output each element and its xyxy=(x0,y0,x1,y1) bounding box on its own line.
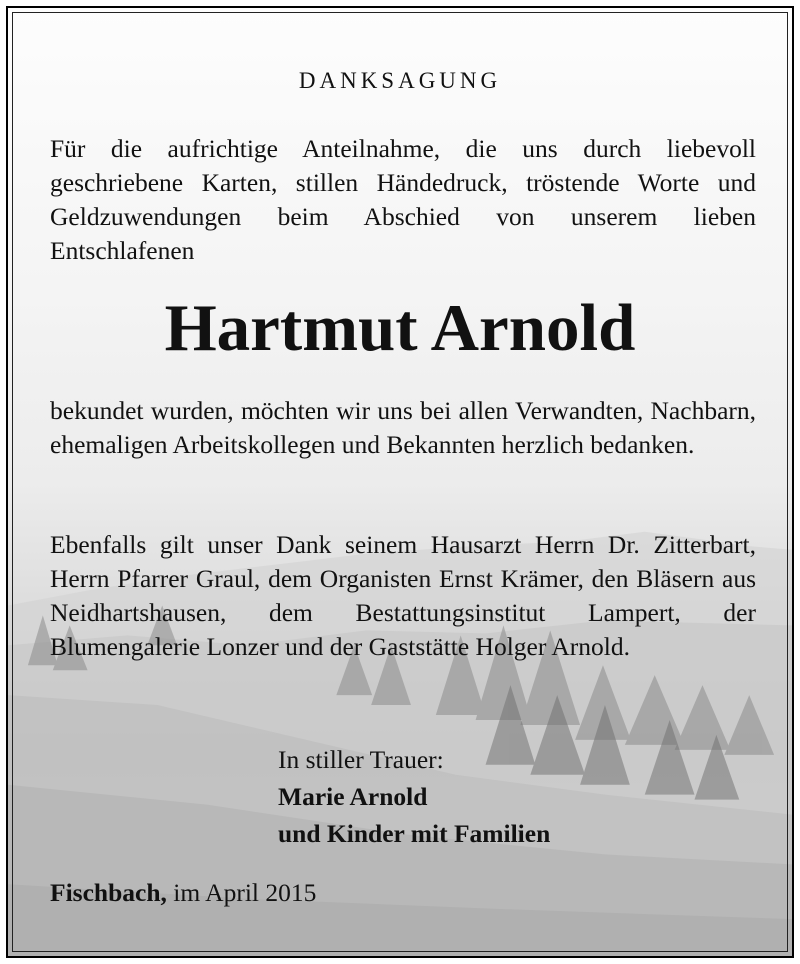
signatory-name: Marie Arnold xyxy=(278,782,428,811)
notice-frame xyxy=(6,6,794,958)
thanks-paragraph: bekundet wurden, möchten wir uns bei allen Verwandten, Nachbarn, ehemaligen Arbeitskollegen und Bekannten herzlich bedanken. xyxy=(50,396,756,459)
signatory-family: und Kinder mit Familien xyxy=(278,819,551,848)
mourning-label: In stiller Trauer: xyxy=(278,745,444,774)
acknowledgement-paragraph: Ebenfalls gilt unser Dank seinem Hausarzt Herrn Dr. Zitterbart, Herrn Pfarrer Graul, dem Organisten Ernst Krämer, den Bläsern aus Neidhartshausen, dem Bestattungsinstitut Lampert, der Blumengalerie Lonzer und der Gaststätte Holger Arnold. xyxy=(50,530,756,661)
intro-paragraph: Für die aufrichtige Anteilnahme, die uns durch liebevoll geschriebene Karten, stillen Händedruck, tröstende Worte und Geldzuwendungen beim Abschied von unserem lieben Entschlafenen xyxy=(50,134,756,265)
signature-block xyxy=(278,741,550,852)
notice-content xyxy=(8,8,792,956)
place-date-line xyxy=(50,878,316,908)
notice-date: im April 2015 xyxy=(166,878,317,907)
deceased-name: Hartmut Arnold xyxy=(164,291,636,365)
place-name: Fischbach, xyxy=(50,878,167,907)
notice-heading: DANKSAGUNG xyxy=(298,68,502,93)
